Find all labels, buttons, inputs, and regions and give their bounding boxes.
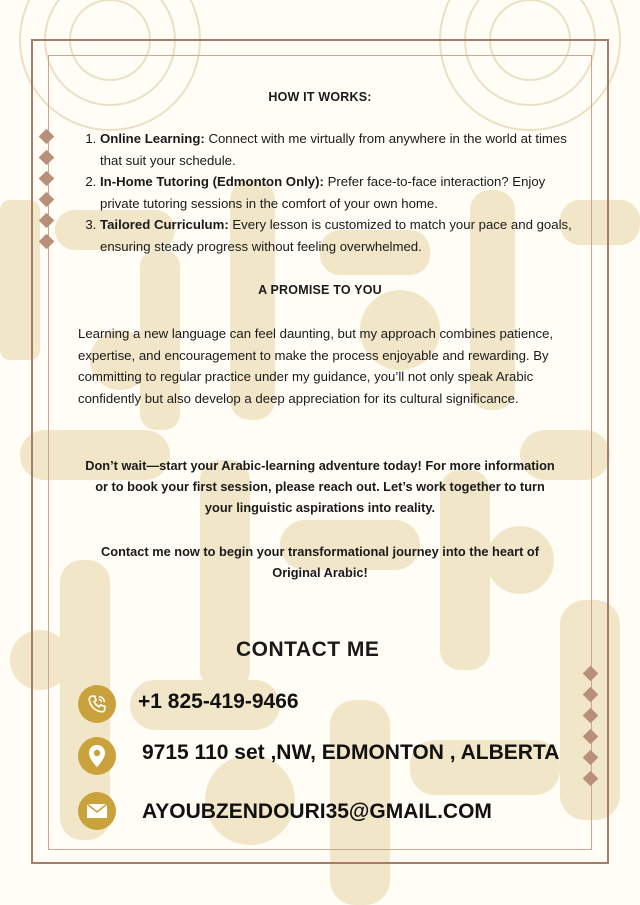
location-pin-icon [78,737,116,775]
list-item-text: Prefer face-to-face interaction? Enjoy private tutoring sessions in the comfort of your own home. [100,174,546,211]
list-item-text: Connect with me virtually from anywhere in the world at times that suit your schedule. [100,131,567,168]
list-item [100,214,580,257]
list-item-term: Tailored Curriculum: [100,217,229,232]
envelope-icon [78,792,116,830]
contact-invite-text: Contact me now to begin your transformational journey into the heart of Original Arabic! [101,544,539,580]
list-item-text: Every lesson is customized to match your pace and goals, ensuring steady progress without feeling overwhelmed. [100,217,572,254]
phone-number[interactable]: +1 825-419-9466 [138,690,299,713]
list-item-term: Online Learning: [100,131,205,146]
list-item-term: In-Home Tutoring (Edmonton Only): [100,174,324,189]
contact-heading: CONTACT ME [236,638,380,661]
list-item [100,171,580,214]
how-it-works-heading: HOW IT WORKS: [268,90,372,104]
list-item [100,128,580,171]
promise-paragraph: Learning a new language can feel daunting, but my approach combines patience, expertise, and encouragement to make the process enjoyable and rewarding. By committing to regular practice under my guidance, you’ll not only speak Arabic confidently but also develop a deep appreciation for its cultural significance. [78,326,554,406]
phone-icon [78,685,116,723]
how-it-works-list [78,128,580,257]
email-address[interactable]: AYOUBZENDOURI35@GMAIL.COM [142,800,492,823]
call-to-action-text: Don’t wait—start your Arabic-learning adventure today! For more information or to book your first session, please reach out. Let’s work together to turn your linguistic aspirations into reality. [85,458,555,515]
address: 9715 110 set ,NW, EDMONTON , ALBERTA [142,741,560,764]
promise-heading: A PROMISE TO YOU [258,283,382,297]
